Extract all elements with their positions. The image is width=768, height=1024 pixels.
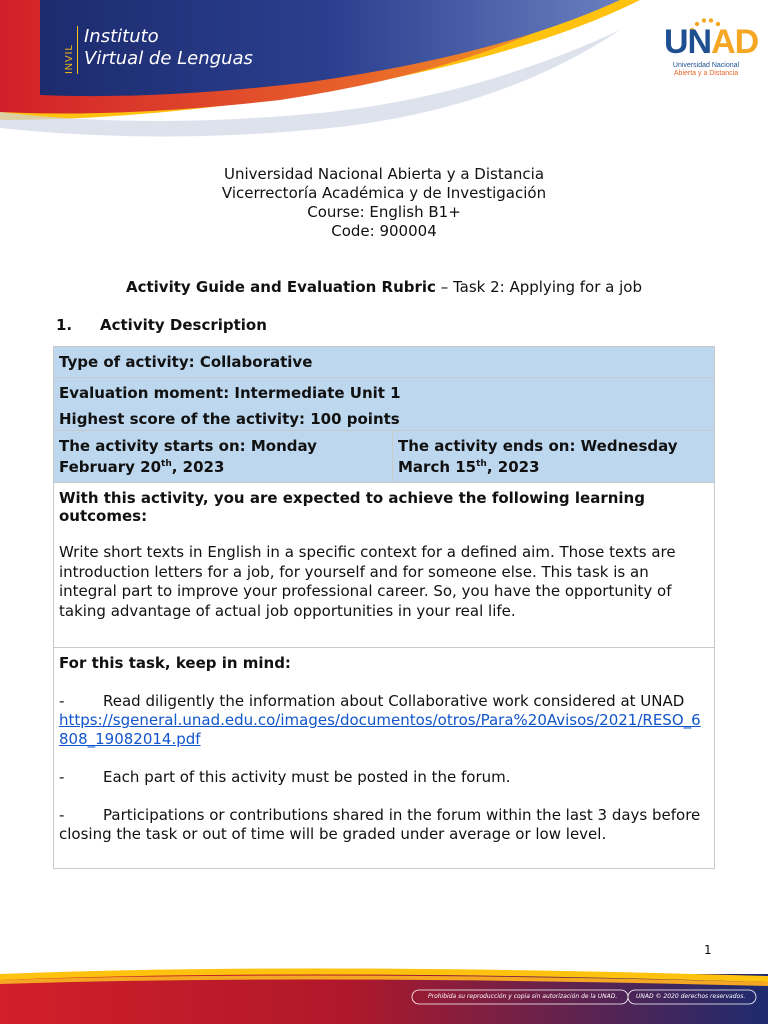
footer-copy-notice: Prohibida su reproducción y copia sin autorización de la UNAD. [428,993,618,1000]
section-number: 1. [56,316,73,334]
end-label: The activity ends on: Wednesday [398,437,678,455]
evaluation-moment-text: Evaluation moment: Intermediate Unit 1 [59,384,401,402]
section-title: Activity Description [100,316,267,334]
keep-item-1: - Read diligently the information about Collaborative work considered at UNAD [59,692,685,710]
page-number: 1 [704,943,712,957]
learning-outcomes-cell [54,483,715,648]
start-date-cell [54,431,393,483]
institution-header [0,165,768,241]
ivl-logo [64,26,253,74]
unad-logo-letters-orange: AD [711,23,759,61]
unad-logo-subtitle-2: Abierta y a Distancia [673,70,739,77]
learning-outcomes-body: Write short texts in English in a specific context for a defined aim. Those texts are introduction letters for a job, for yourself and for someone else. This task is an integral part to improve your professional career. So, you have the opportunity of taking advantage of actual job opportunities in your real life. [59,543,676,620]
keep-item-2: - Each part of this activity must be posted in the forum. [59,768,511,786]
collaborative-work-link[interactable]: https://sgeneral.unad.edu.co/images/documentos/otros/Para%20Avisos/2021/RESO_6808_19082014.pdf [59,711,701,748]
ivl-logo-line1: Instituto [84,26,159,47]
guide-title [0,278,768,296]
keep-in-mind-cell [54,648,715,869]
activity-description-table [53,346,715,869]
end-date: March 15th, 2023 [398,458,540,476]
university-name: Universidad Nacional Abierta y a Distancia [223,165,545,183]
ivl-logo-line2: Virtual de Lenguas [84,48,253,69]
footer-rights: UNAD © 2020 derechos reservados. [636,993,746,1000]
guide-title-bold: Activity Guide and Evaluation Rubric [125,278,436,296]
vice-rectory-name: Vicerrectoría Académica y de Investigación [221,184,547,202]
section-heading [56,316,267,334]
guide-title-task: – Task 2: Applying for a job [435,278,642,296]
evaluation-moment-cell [54,378,715,431]
course-name: Course: English B1+ [307,203,461,221]
header-banner [0,0,768,150]
course-code: Code: 900004 [331,222,437,240]
keep-in-mind-heading: For this task, keep in mind: [59,654,291,672]
unad-logo-subtitle-1: Universidad Nacional [672,62,740,69]
ivl-vertical-label: INVIL [64,26,78,74]
unad-logo [664,18,759,78]
type-of-activity-cell: Type of activity: Collaborative [54,347,715,378]
keep-item-3: - Participations or contributions shared in the forum within the last 3 days before closing the task or out of time will be graded under average or low level. [59,806,701,843]
unad-logo-letters-blue: UN [664,23,712,61]
start-date: February 20th, 2023 [59,458,225,476]
start-label: The activity starts on: Monday [59,437,317,455]
learning-outcomes-heading: With this activity, you are expected to achieve the following learning outcomes: [59,489,645,525]
highest-score-text: Highest score of the activity: 100 points [59,410,400,428]
end-date-cell [393,431,715,483]
